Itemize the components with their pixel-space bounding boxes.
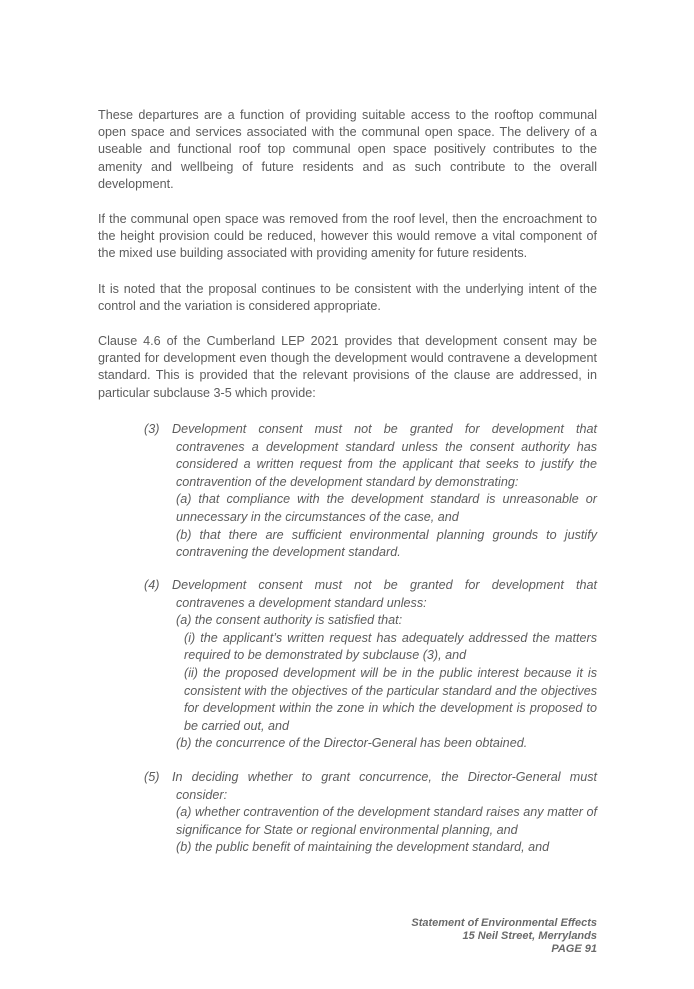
footer-page-number: PAGE 91 <box>551 943 597 955</box>
clause-3-number: (3) <box>144 422 160 436</box>
paragraph-proposal-consistent: It is noted that the proposal continues to be consistent with the underlying intent of the control and the variation is considered appropriate. <box>98 282 597 314</box>
clause-3-text: Development consent must not be granted for development that contravenes a development standard unless the consent authority has considered a written request from the applicant that seeks to justify the contravention of the development standard by demonstrating: <box>172 422 597 489</box>
clause-3-item-a: (a) that compliance with the development standard is unreasonable or unnecessary in the circumstances of the case, and <box>176 492 597 524</box>
clause-3-quote <box>144 421 597 562</box>
clause-4-item-b: (b) the concurrence of the Director-General has been obtained. <box>176 736 528 751</box>
clause-3-heading <box>144 421 597 491</box>
clause-4-heading <box>144 577 597 612</box>
clause-5-item-b: (b) the public benefit of maintaining the development standard, and <box>176 840 550 855</box>
clause-4-quote <box>144 577 597 753</box>
clause-4-number: (4) <box>144 578 160 592</box>
paragraph-departures: These departures are a function of providing suitable access to the rooftop communal open space and services associated with the communal open space. The delivery of a useable and functional roof top communal open space positively contributes to the amenity and wellbeing of future residents and as such contribute to the overall development. <box>98 108 597 191</box>
footer-address: 15 Neil Street, Merrylands <box>462 930 597 942</box>
paragraph-clause-4-6: Clause 4.6 of the Cumberland LEP 2021 provides that development consent may be granted for development even though the development would contravene a development standard. This is provided that the relevant provisions of the clause are addressed, in particular subclause 3-5 which provide: <box>98 334 597 400</box>
clause-5-item-a: (a) whether contravention of the development standard raises any matter of significance for State or regional environmental planning, and <box>176 805 597 837</box>
clause-5-heading <box>144 769 597 804</box>
clause-4-item-a-ii: (ii) the proposed development will be in the public interest because it is consistent with the objectives of the particular standard and the objectives for development within the zone in which the development is proposed to be carried out, and <box>184 665 597 733</box>
clause-4-text: Development consent must not be granted for development that contravenes a development standard unless: <box>172 578 597 610</box>
clause-4-item-a-i: (i) the applicant’s written request has adequately addressed the matters required to be demonstrated by subclause (3), and <box>184 630 597 663</box>
paragraph-communal-open-space: If the communal open space was removed from the roof level, then the encroachment to the height provision could be reduced, however this would remove a vital component of the mixed use building associated with providing amenity for future residents. <box>98 212 597 261</box>
footer-document-title: Statement of Environmental Effects <box>411 917 597 929</box>
clause-3-item-b: (b) that there are sufficient environmental planning grounds to justify contravening the development standard. <box>176 527 597 560</box>
clause-5-number: (5) <box>144 770 160 784</box>
clause-5-quote <box>144 769 597 857</box>
clause-5-text: In deciding whether to grant concurrence, the Director-General must consider: <box>172 770 597 802</box>
page-footer <box>411 917 597 956</box>
clause-4-item-a: (a) the consent authority is satisfied that: <box>176 613 403 628</box>
